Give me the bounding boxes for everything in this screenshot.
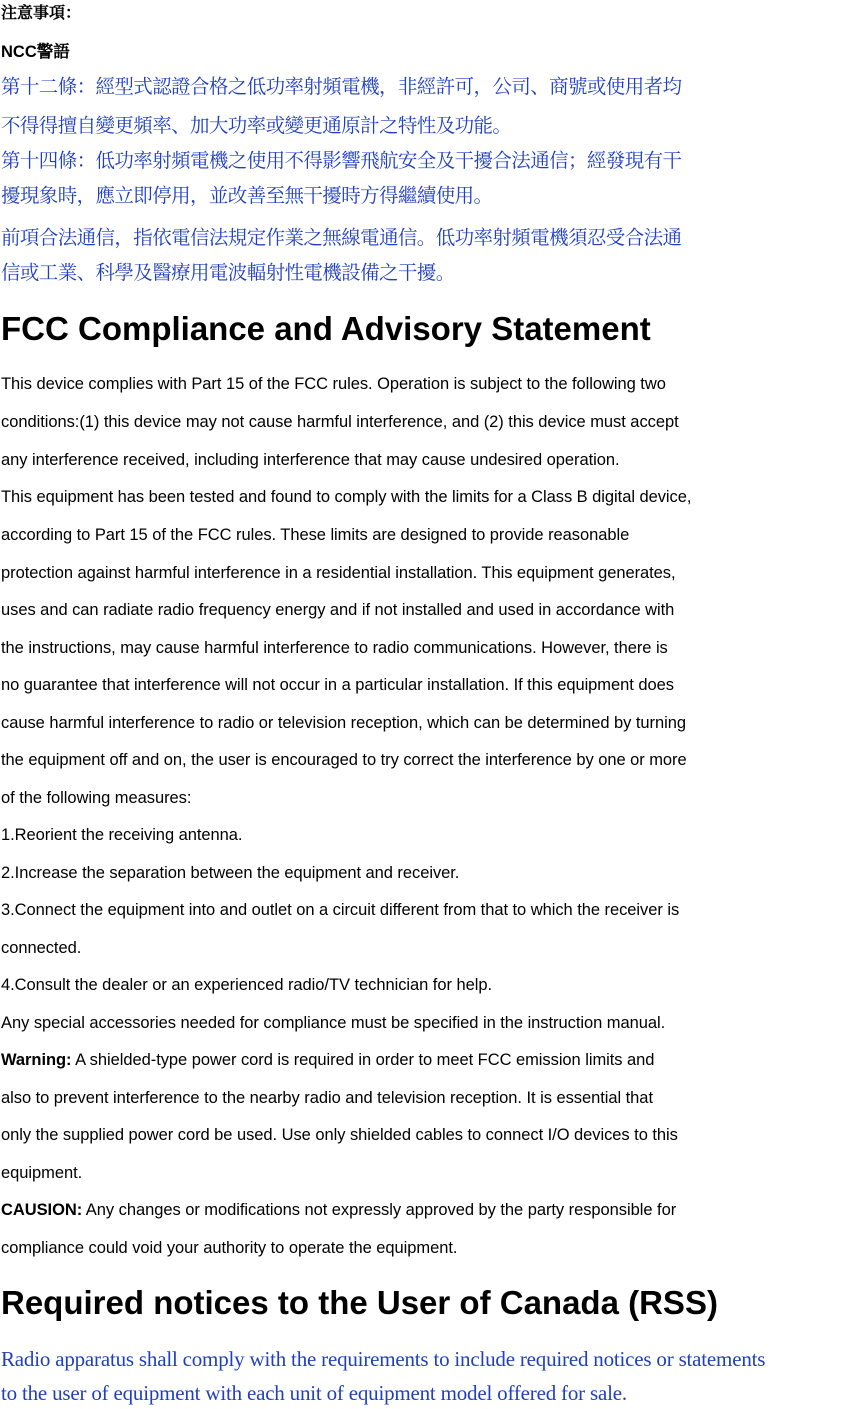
fcc-measure: 2.Increase the separation between the equipment and receiver. xyxy=(1,864,460,882)
warning-line: equipment. xyxy=(1,1164,83,1182)
warning-line: also to prevent interference to the nearby radio and television reception. It is essential that xyxy=(1,1089,653,1107)
ncc-line: 信或工業、科學及醫療用電波輻射性電機設備之干擾。 xyxy=(1,261,455,284)
warning-text: A shielded-type power cord is required in order to meet FCC emission limits and xyxy=(71,1051,655,1069)
caution-label: CAUSION: xyxy=(1,1201,83,1219)
fcc-heading: FCC Compliance and Advisory Statement xyxy=(1,310,651,347)
fcc-line: protection against harmful interference in a residential installation. This equipment generates, xyxy=(1,564,676,582)
fcc-measure: 4.Consult the dealer or an experienced radio/TV technician for help. xyxy=(1,976,492,994)
fcc-line: This equipment has been tested and found to comply with the limits for a Class B digital device, xyxy=(1,488,692,506)
ncc-line: 不得得擅自變更頻率、加大功率或變更通原計之特性及功能。 xyxy=(1,114,512,137)
rss-heading: Required notices to the User of Canada (RSS) xyxy=(1,1284,718,1321)
fcc-line: conditions:(1) this device may not cause harmful interference, and (2) this device must accept xyxy=(1,413,679,431)
rss-line: Radio apparatus shall comply with the requirements to include required notices or statements xyxy=(1,1347,766,1371)
rss-line: to the user of equipment with each unit of equipment model offered for sale. xyxy=(1,1381,627,1405)
ncc-line: 第十二條：經型式認證合格之低功率射頻電機，非經許可，公司、商號或使用者均 xyxy=(1,75,682,98)
fcc-measure: 1.Reorient the receiving antenna. xyxy=(1,826,243,844)
fcc-line: no guarantee that interference will not occur in a particular installation. If this equipment does xyxy=(1,676,674,694)
fcc-line: Any special accessories needed for compliance must be specified in the instruction manual. xyxy=(1,1014,666,1032)
notice-heading: 注意事項： xyxy=(1,3,82,22)
fcc-line: the equipment off and on, the user is encouraged to try correct the interference by one or more xyxy=(1,751,687,769)
fcc-measure: 3.Connect the equipment into and outlet on a circuit different from that to which the receiver is xyxy=(1,901,680,919)
caution-paragraph xyxy=(1,1201,676,1220)
fcc-line: uses and can radiate radio frequency energy and if not installed and used in accordance with xyxy=(1,601,675,619)
fcc-line: connected. xyxy=(1,939,82,957)
fcc-line: of the following measures: xyxy=(1,789,192,807)
ncc-line: 前項合法通信，指依電信法規定作業之無線電通信。低功率射頻電機須忍受合法通 xyxy=(1,226,682,249)
ncc-line: 第十四條：低功率射頻電機之使用不得影響飛航安全及干擾合法通信；經發現有干 xyxy=(1,149,682,172)
warning-label: Warning: xyxy=(1,1051,72,1069)
warning-line: only the supplied power cord be used. Use only shielded cables to connect I/O devices to this xyxy=(1,1126,678,1144)
fcc-line: This device complies with Part 15 of the FCC rules. Operation is subject to the following two xyxy=(1,375,666,393)
caution-text: Any changes or modifications not expressly approved by the party responsible for xyxy=(82,1201,677,1219)
fcc-line: according to Part 15 of the FCC rules. These limits are designed to provide reasonable xyxy=(1,526,630,544)
ncc-warning-heading: NCC警語 xyxy=(1,43,70,61)
ncc-line: 擾現象時，應立即停用，並改善至無干擾時方得繼續使用。 xyxy=(1,184,493,207)
caution-line: compliance could void your authority to operate the equipment. xyxy=(1,1239,458,1257)
fcc-line: any interference received, including interference that may cause undesired operation. xyxy=(1,451,620,469)
warning-paragraph xyxy=(1,1051,654,1070)
fcc-line: cause harmful interference to radio or television reception, which can be determined by turning xyxy=(1,714,686,732)
fcc-line: the instructions, may cause harmful interference to radio communications. However, there is xyxy=(1,639,668,657)
